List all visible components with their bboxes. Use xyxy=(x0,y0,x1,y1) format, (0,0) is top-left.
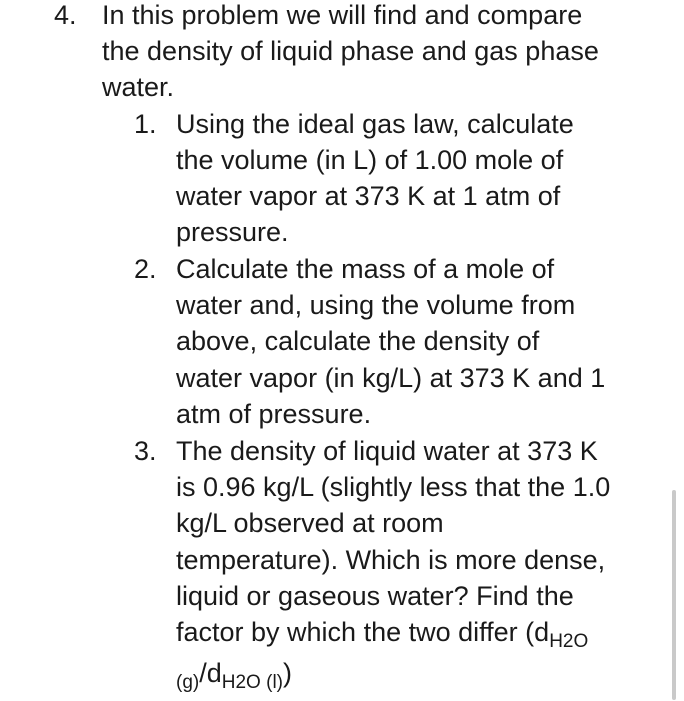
problem-text-line-2: the density of liquid phase and gas phase xyxy=(102,36,599,66)
step-3-line-2: is 0.96 kg/L (slightly less that the 1.0 xyxy=(176,472,611,502)
step-1-line-2: the volume (in L) of 1.00 mole of xyxy=(176,145,564,175)
step-3-line-6 xyxy=(176,614,588,660)
step-2-line-2: water and, using the volume from xyxy=(176,290,576,320)
subscript-h2o-liquid: H2O (l) xyxy=(221,672,283,693)
step-2-line-4: water vapor (in kg/L) at 373 K and 1 xyxy=(176,363,606,393)
step-1-number: 1. xyxy=(134,109,157,139)
problem-number: 4. xyxy=(54,0,77,30)
step-3-line-4: temperature). Which is more dense, xyxy=(176,545,606,575)
step-1-line-3: water vapor at 373 K at 1 atm of xyxy=(176,181,561,211)
slash-d: /d xyxy=(199,658,222,688)
step-1-line-1: Using the ideal gas law, calculate xyxy=(176,109,574,139)
step-2-line-3: above, calculate the density of xyxy=(176,326,540,356)
step-3-line-6-text: factor by which the two differ (d xyxy=(176,617,550,647)
step-3-line-3: kg/L observed at room xyxy=(176,508,444,538)
close-paren: ) xyxy=(283,658,292,688)
scrollbar[interactable] xyxy=(672,490,676,700)
subscript-gas-phase: (g) xyxy=(176,672,200,693)
step-3-line-1: The density of liquid water at 373 K xyxy=(176,436,598,466)
step-2-number: 2. xyxy=(134,254,157,284)
step-2-line-1: Calculate the mass of a mole of xyxy=(176,254,555,284)
problem-text-line-1: In this problem we will find and compare xyxy=(102,0,583,30)
subscript-h2o-gas: H2O xyxy=(549,631,589,652)
step-3-line-5: liquid or gaseous water? Find the xyxy=(176,581,574,611)
step-2-line-5: atm of pressure. xyxy=(176,399,372,429)
step-3-number: 3. xyxy=(134,436,157,466)
problem-text-line-3: water. xyxy=(102,72,175,102)
step-3-line-7 xyxy=(176,655,292,701)
step-1-line-4: pressure. xyxy=(176,217,289,247)
